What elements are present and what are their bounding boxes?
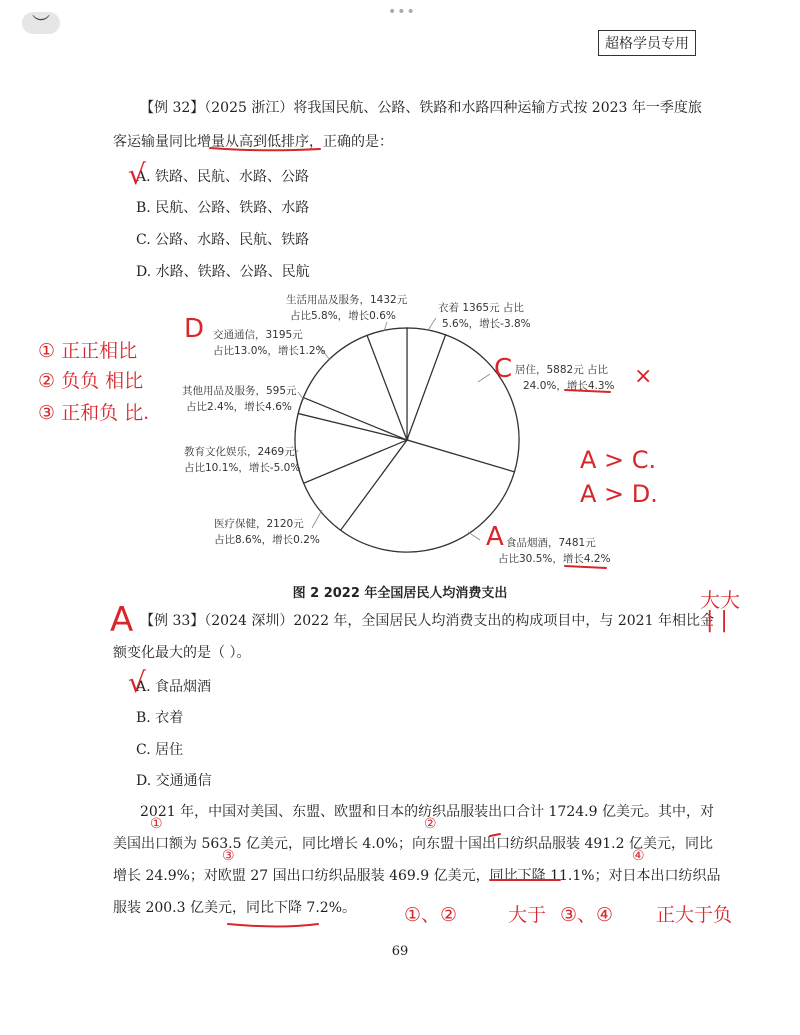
label-education-l1: 教育文化娱乐，2469元 bbox=[184, 446, 295, 458]
underline-q32 bbox=[210, 148, 320, 150]
label-transport-l1: 交通通信，3195元 bbox=[213, 329, 303, 341]
q33-option-a: A. 食品烟酒 bbox=[136, 679, 212, 695]
note-answer-a: A bbox=[110, 600, 134, 640]
q32-line2: 客运输量同比增量从高到低排序，正确的是： bbox=[113, 134, 393, 150]
label-food-l1: 食品烟酒，7481元 bbox=[506, 537, 596, 549]
note-letter-c: C bbox=[494, 354, 513, 384]
label-food-l2: 占比30.5%，增长4.2% bbox=[498, 553, 611, 565]
note-cross: × bbox=[634, 364, 653, 389]
q33-line1: 【例 33】（2024 深圳）2022 年，全国居民人均消费支出的构成项目中，与 2021 年相比金 bbox=[140, 613, 714, 629]
label-household-l2: 占比5.8%，增长0.6% bbox=[290, 310, 396, 322]
underline-food-growth bbox=[565, 566, 606, 568]
note-compare-ad: A > D. bbox=[580, 480, 658, 508]
note-dada: 大大 bbox=[700, 588, 740, 612]
label-medical-l2: 占比8.6%，增长0.2% bbox=[214, 534, 320, 546]
check-mark-q32: √ bbox=[128, 158, 146, 191]
tick-passage bbox=[490, 834, 500, 836]
q32-option-d: D. 水路、铁路、公路、民航 bbox=[136, 264, 310, 280]
note-bottom-greater: 大于 bbox=[508, 904, 547, 926]
note-n1: ① bbox=[150, 816, 163, 832]
label-medical-l1: 医疗保健，2120元 bbox=[214, 518, 304, 530]
note-bottom-conclusion: 正大于负 bbox=[656, 904, 733, 926]
student-only-badge: 超格学员专用 bbox=[598, 30, 696, 56]
note-n3: ③ bbox=[222, 848, 235, 864]
label-housing-l2: 24.0%，增长4.3% bbox=[523, 380, 615, 392]
more-dots-icon[interactable]: ••• bbox=[388, 4, 416, 20]
chart-caption: 图 2 2022 年全国居民人均消费支出 bbox=[292, 586, 508, 601]
note-bottom-12: ①、② bbox=[404, 904, 458, 926]
label-housing-l1: 居住，5882元 占比 bbox=[515, 364, 609, 376]
note-letter-d: D bbox=[184, 314, 205, 344]
label-clothing-l2: 5.6%，增长-3.8% bbox=[442, 318, 531, 330]
q32-option-b: B. 民航、公路、铁路、水路 bbox=[136, 200, 310, 216]
note-compare-ac: A > C. bbox=[580, 446, 657, 474]
q33-option-b: B. 衣着 bbox=[136, 710, 184, 726]
note-rule-1: ① 正正相比 bbox=[38, 340, 138, 362]
passage-line4: 服装 200.3 亿美元，同比下降 7.2%。 bbox=[113, 900, 356, 916]
q32-option-a: A. 铁路、民航、水路、公路 bbox=[136, 169, 310, 185]
note-n2: ② bbox=[424, 816, 437, 832]
passage-line1: 2021 年，中国对美国、东盟、欧盟和日本的纺织品服装出口合计 1724.9 亿美元。其中，对 bbox=[140, 804, 714, 820]
q33-line2: 额变化最大的是（ ）。 bbox=[113, 645, 251, 661]
underline-housing-growth bbox=[565, 390, 610, 392]
label-household-l1: 生活用品及服务，1432元 bbox=[286, 294, 408, 306]
note-bottom-34: ③、④ bbox=[560, 904, 614, 926]
note-letter-a: A bbox=[486, 522, 504, 552]
label-clothing-l1: 衣着 1365元 占比 bbox=[438, 302, 524, 314]
q33-option-d: D. 交通通信 bbox=[136, 773, 212, 789]
chevron-down-icon: ︶ bbox=[32, 14, 50, 35]
note-rule-2: ② 负负 相比 bbox=[38, 370, 144, 392]
note-bars: | | bbox=[706, 608, 728, 633]
label-education-l2: 占比10.1%，增长-5.0% bbox=[184, 462, 301, 474]
q33-option-c: C. 居住 bbox=[136, 742, 184, 758]
passage-line2: 美国出口额为 563.5 亿美元，同比增长 4.0%；向东盟十国出口纺织品服装 491.2 亿美元，同比 bbox=[113, 836, 713, 852]
check-mark-q33: √ bbox=[128, 666, 146, 699]
note-n4: ④ bbox=[632, 848, 645, 864]
passage-line3: 增长 24.9%；对欧盟 27 国出口纺织品服装 469.9 亿美元，同比下降 11.1%；对日本出口纺织品 bbox=[113, 868, 721, 884]
note-rule-3: ③ 正和负 比. bbox=[38, 402, 150, 424]
page-number: 69 bbox=[391, 944, 409, 959]
q32-option-c: C. 公路、水路、民航、铁路 bbox=[136, 232, 310, 248]
label-transport-l2: 占比13.0%，增长1.2% bbox=[213, 345, 326, 357]
underline-japan bbox=[228, 924, 318, 927]
label-other-l1: 其他用品及服务，595元 bbox=[182, 385, 297, 397]
q32-line1: 【例 32】（2025 浙江）将我国民航、公路、铁路和水路四种运输方式按 2023 年一季度旅 bbox=[140, 100, 702, 116]
label-other-l2: 占比2.4%，增长4.6% bbox=[186, 401, 292, 413]
